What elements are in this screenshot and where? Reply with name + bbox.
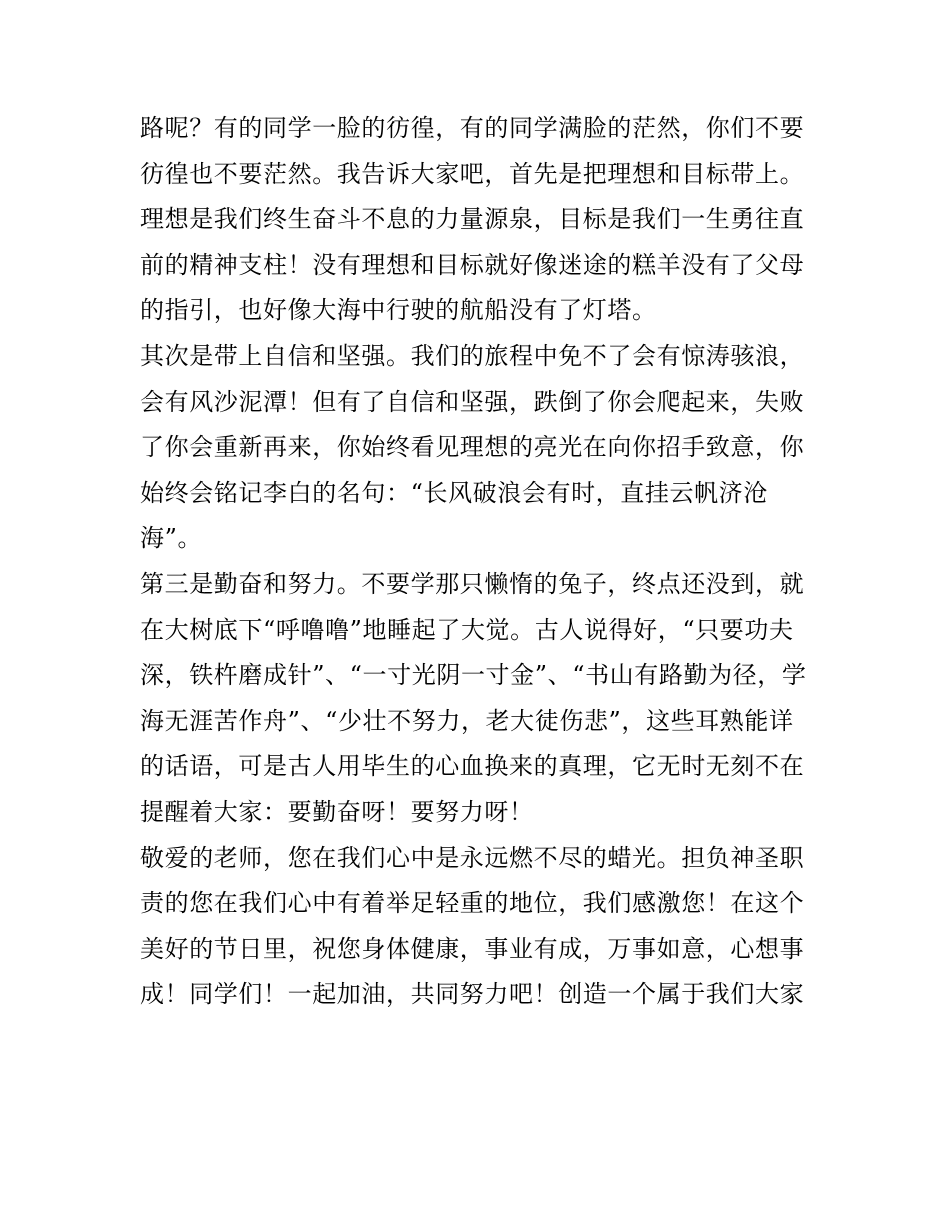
text-line: 提醒着大家：要勤奋呀！要努力呀！ [140,797,534,826]
text-line: 在大树底下“呼噜噜”地睡起了大觉。古人说得好，“只要功夫 [140,615,794,644]
text-line: 其次是带上自信和坚强。我们的旅程中免不了会有惊涛骇浪， [140,341,805,370]
text-line: 海”。 [140,524,203,553]
text-line: 第三是勤奋和努力。不要学那只懒惰的兔子，终点还没到，就 [140,569,805,598]
body-text [140,106,820,1018]
text-line: 始终会铭记李白的名句：“长风破浪会有时，直挂云帆济沧 [140,478,768,507]
text-line: 彷徨也不要茫然。我告诉大家吧，首先是把理想和目标带上。 [140,159,805,188]
text-line: 理想是我们终生奋斗不息的力量源泉，目标是我们一生勇往直 [140,205,805,234]
text-line: 前的精神支柱！没有理想和目标就好像迷途的糕羊没有了父母 [140,250,805,279]
text-line: 会有风沙泥潭！但有了自信和坚强，跌倒了你会爬起来，失败 [140,387,805,416]
text-line: 成！同学们！一起加油，共同努力吧！创造一个属于我们大家 [140,980,805,1009]
text-line: 深，铁杵磨成针”、“一寸光阴一寸金”、“书山有路勤为径，学 [140,661,807,690]
text-line: 海无涯苦作舟”、“少壮不努力，老大徒伤悲”，这些耳熟能详 [140,706,794,735]
text-line: 的指引，也好像大海中行驶的航船没有了灯塔。 [140,296,657,325]
text-line: 路呢？有的同学一脸的彷徨，有的同学满脸的茫然，你们不要 [140,114,805,142]
text-line: 敬爱的老师，您在我们心中是永远燃不尽的蜡光。担负神圣职 [140,843,805,872]
text-line: 美好的节日里，祝您身体健康，事业有成，万事如意，心想事 [140,934,805,963]
text-line: 的话语，可是古人用毕生的心血换来的真理，它无时无刻不在 [140,752,805,781]
text-line: 责的您在我们心中有着举足轻重的地位，我们感激您！在这个 [140,889,805,918]
text-line: 了你会重新再来，你始终看见理想的亮光在向你招手致意，你 [140,433,805,462]
